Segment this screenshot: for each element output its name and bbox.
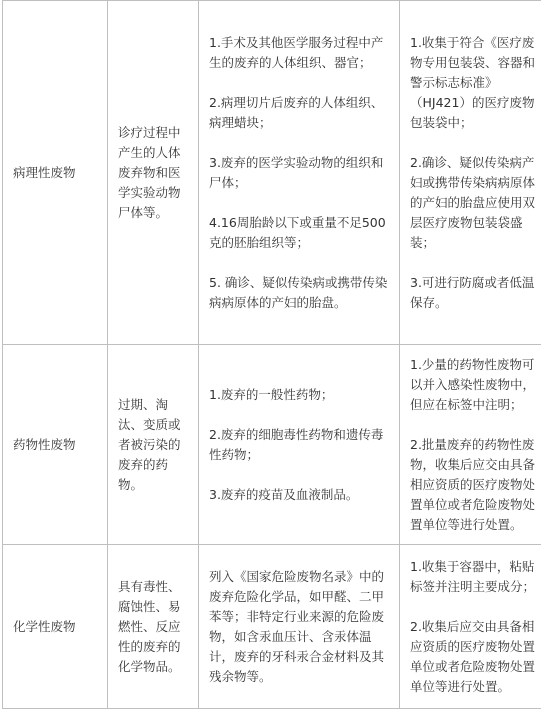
note-item: 2.收集后应交由具备相应资质的医疗废物处置单位或者危险废物处置单位等进行处置。	[410, 618, 536, 694]
category-cell: 药物性废物	[3, 345, 108, 545]
example-item: 2.病理切片后废弃的人体组织、病理蜡块；	[209, 94, 384, 130]
category-cell: 病理性废物	[3, 1, 108, 345]
examples-cell	[199, 1, 400, 345]
example-item: 列入《国家危险废物名录》中的废弃危险化学品，如甲醛、二甲苯等；非特定行业来源的危险废物，如含汞血压计、含汞体温计，废弃的牙科汞合金材料及其残余物等。	[209, 568, 385, 684]
table-row	[3, 545, 541, 709]
medical-waste-table	[2, 0, 541, 709]
example-item: 3.废弃的医学实验动物的组织和尸体；	[209, 154, 384, 190]
description-cell: 具有毒性、腐蚀性、易燃性、反应性的废弃的化学物品。	[108, 545, 199, 709]
example-item: 5. 确诊、疑似传染病或携带传染病病原体的产妇的胎盘。	[209, 274, 388, 310]
example-item: 1.手术及其他医学服务过程中产生的废弃的人体组织、器官；	[209, 34, 384, 70]
category-cell: 化学性废物	[3, 545, 108, 709]
note-item: 3.可进行防腐或者低温保存。	[410, 274, 535, 310]
table-row	[3, 1, 541, 345]
note-item: 1.收集于符合《医疗废物专用包装袋、容器和警示标志标准》（HJ421）的医疗废物包装袋中；	[410, 34, 536, 130]
notes-cell	[400, 1, 541, 345]
example-item: 3.废弃的疫苗及血液制品。	[209, 486, 359, 502]
description-cell: 诊疗过程中产生的人体废弃物和医学实验动物尸体等。	[108, 1, 199, 345]
examples-cell	[199, 345, 400, 545]
example-item: 1.废弃的一般性药物；	[209, 386, 334, 402]
notes-cell	[400, 345, 541, 545]
note-item: 1.少量的药物性废物可以并入感染性废物中，但应在标签中注明；	[410, 356, 536, 412]
example-item: 2.废弃的细胞毒性药物和遗传毒性药物；	[209, 426, 384, 462]
table-row	[3, 345, 541, 545]
note-item: 1.收集于容器中，粘贴标签并注明主要成分；	[410, 558, 536, 594]
examples-cell	[199, 545, 400, 709]
note-item: 2.批量废弃的药物性废物，收集后应交由具备相应资质的医疗废物处置单位或者危险废物处置单位等进行处置。	[410, 436, 536, 532]
note-item: 2.确诊、疑似传染病产妇或携带传染病病原体的产妇的胎盘应使用双层医疗废物包装袋盛装；	[410, 154, 536, 250]
example-item: 4.16周胎龄以下或重量不足500克的胚胎组织等；	[209, 214, 386, 250]
description-cell: 过期、淘汰、变质或者被污染的废弃的药物。	[108, 345, 199, 545]
notes-cell	[400, 545, 541, 709]
